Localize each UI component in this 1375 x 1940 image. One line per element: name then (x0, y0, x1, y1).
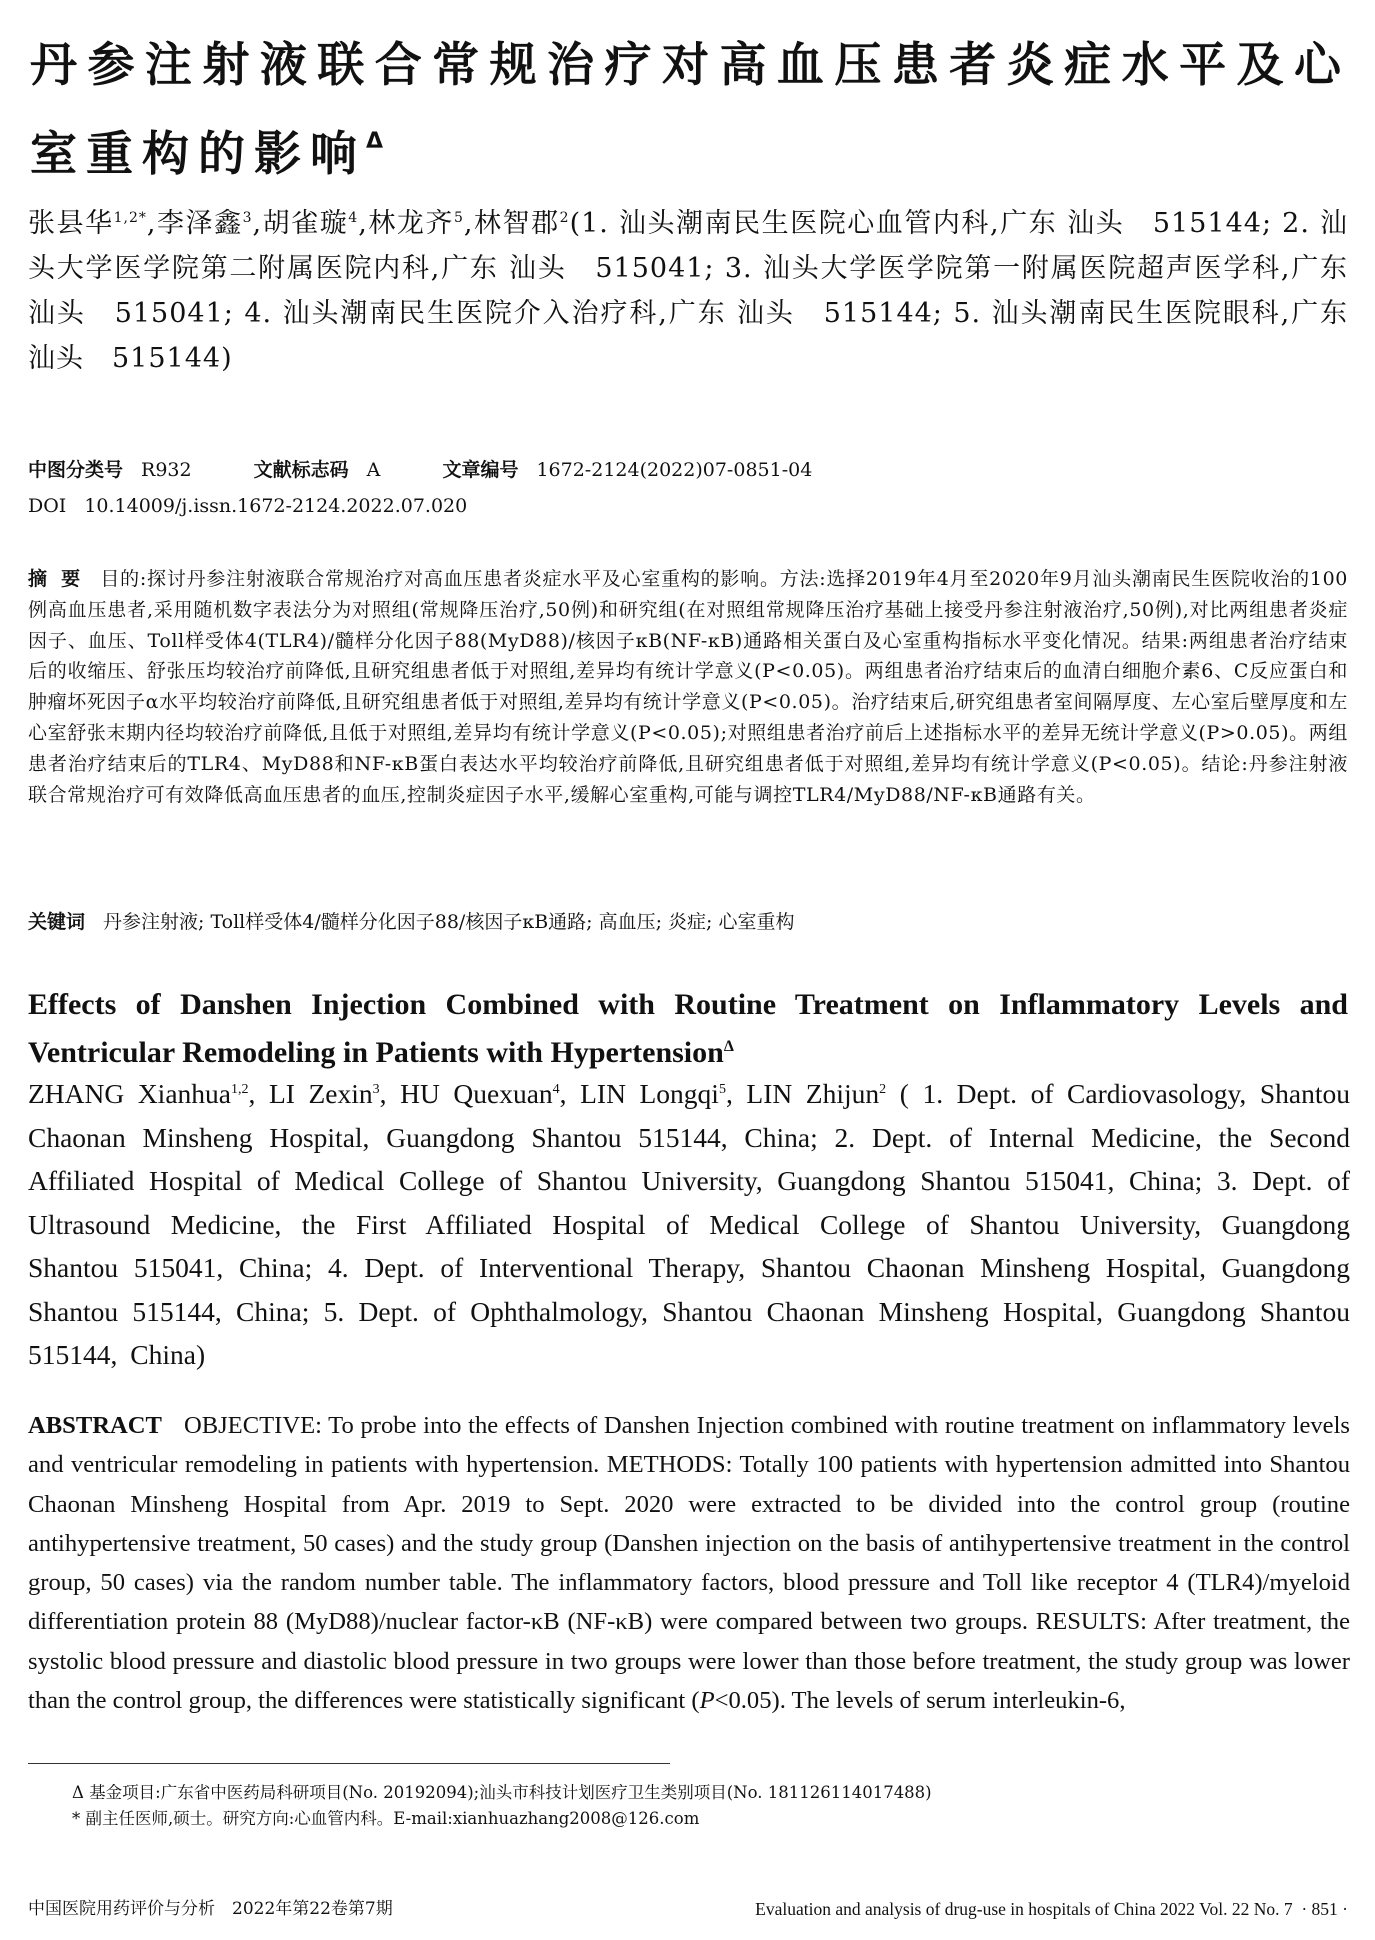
funding-mark: Δ (366, 129, 384, 154)
clc-number: 中图分类号 R932 (28, 459, 192, 481)
author-name: LI Zexin (268, 1078, 373, 1110)
author-name: 林智郡 (473, 208, 560, 239)
author-affiliation: 2 (879, 1082, 887, 1097)
author-name: LIN Longqi (580, 1078, 719, 1110)
english-affiliations: ( 1. Dept. of Cardiovasology, Shantou Chaonan Minsheng Hospital, Guangdong Shantou 515144, China; 2. Dept. of Internal Medicine, the Second Affiliated Hospital of Medical College of Shantou University, Guangdong Shantou 515041, China; 3. Dept. of Ultrasound Medicine, the First Affiliated Hospital of Medical College of Shantou University, Guangdong Shantou 515041, China; 4. Dept. of Interventional Therapy, Shantou Chaonan Minsheng Hospital, Guangdong Shantou 515144, China; 5. Dept. of Ophthalmology, Shantou Chaonan Minsheng Hospital, Guangdong Shantou 515144, China) (28, 1078, 1350, 1371)
author-affiliation: 3 (372, 1082, 380, 1097)
journal-name-en: Evaluation and analysis of drug-use in hospitals of China 2022 Vol. 22 No. 7 · 851 · (755, 1899, 1348, 1919)
chinese-authors: 张县华$^{1,2*}$,李泽鑫$^3$,胡雀璇$^4$,林龙齐$^5$,林智郡$^2$(1. 汕头潮南民生医院心血管内科,广东 汕头 515144; 2. 汕头大学医学院第二附属医院内科,广东 汕头 515041; 3. 汕头大学医学院第一附属医院超声医学科,广东 汕头 515041; 4. 汕头潮南民生医院介入治疗科,广东 汕头 515144; 5. 汕头潮南民生医院眼科,广东 汕头 515144) (28, 208, 1349, 374)
chinese-title-text: 丹参注射液联合常规治疗对高血压患者炎症水平及心室重构的影响 (30, 38, 1350, 182)
author-name: 胡雀璇 (262, 208, 349, 239)
author-name: 林龙齐 (367, 208, 454, 239)
chinese-abstract-text: 目的:探讨丹参注射液联合常规治疗对高血压患者炎症水平及心室重构的影响。方法:选择2019年4月至2020年9月汕头潮南民生医院收治的100例高血压患者,采用随机数字表法分为对照组(常规降压治疗,50例)和研究组(在对照组常规降压治疗基础上接受丹参注射液治疗,50例),对比两组患者炎症因子、血压、Toll样受体4(TLR4)/髓样分化因子88(MyD88)/核因子κB(NF-κB)通路相关蛋白及心室重构指标水平变化情况。结果:两组患者治疗结束后的收缩压、舒张压均较治疗前降低,且研究组患者低于对照组,差异均有统计学意义(P<0.05)。两组患者治疗结束后的血清白细胞介素6、C反应蛋白和肿瘤坏死因子α水平均较治疗前降低,且研究组患者低于对照组,差异均有统计学意义(P<0.05)。治疗结束后,研究组患者室间隔厚度、左心室后壁厚度和左心室舒张末期内径均较治疗前降低,且低于对照组,差异均有统计学意义(P<0.05);对照组患者治疗前后上述指标水平的差异无统计学意义(P>0.05)。两组患者治疗结束后的TLR4、MyD88和NF-κB蛋白表达水平均较治疗前降低,且研究组患者低于对照组,差异均有统计学意义(P<0.05)。结论:丹参注射液联合常规治疗可有效降低高血压患者的血压,控制炎症因子水平,缓解心室重构,可能与调控TLR4/MyD88/NF-κB通路有关。 (28, 568, 1348, 806)
author-affiliation: 1,2 (230, 1082, 249, 1097)
author-name: 李泽鑫 (156, 208, 243, 239)
author-name: LIN Zhijun (746, 1078, 880, 1110)
funding-mark: Δ (723, 1038, 734, 1055)
english-title-text: Effects of Danshen Injection Combined with Routine Treatment on Inflammatory Levels and Ventricular Remodeling in Patients with Hypertension (28, 988, 1348, 1069)
chinese-affiliations: (1. 汕头潮南民生医院心血管内科,广东 汕头 515144; 2. 汕头大学医学院第二附属医院内科,广东 汕头 515041; 3. 汕头大学医学院第一附属医院超声医学科,广东 汕头 515041; 4. 汕头潮南民生医院介入治疗科,广东 汕头 515144; 5. 汕头潮南民生医院眼科,广东 汕头 515144) (28, 208, 1349, 374)
keywords-label: 关键词 (28, 911, 86, 933)
author-affiliation: 4 (348, 210, 359, 226)
article-metadata (28, 452, 1348, 524)
chinese-title (30, 28, 1350, 193)
author-name: ZHANG Xianhua (28, 1078, 231, 1110)
funding-footnote: Δ 基金项目:广东省中医药局科研项目(No. 20192094);汕头市科技计划医疗卫生类别项目(No. 181126114017488) (72, 1783, 932, 1802)
chinese-abstract (28, 564, 1348, 810)
chinese-keywords (28, 907, 1348, 937)
author-affiliation: 1,2* (113, 210, 147, 226)
english-abstract-label: ABSTRACT (28, 1412, 162, 1439)
page-number: · 851 · (1301, 1899, 1348, 1919)
english-abstract: ABSTRACT OBJECTIVE: To probe into the effects of Danshen Injection combined with routine treatment on inflammatory levels and ventricular remodeling in patients with hypertension. METHODS: Totally 100 patients with hypertension admitted into Shantou Chaonan Minsheng Hospital from Apr. 2019 to Sept. 2020 were extracted to be divided into the control group (routine antihypertensive treatment, 50 cases) and the study group (Danshen injection on the basis of antihypertensive treatment in the control group, 50 cases) via the random number table. The inflammatory factors, blood pressure and Toll like receptor 4 (TLR4)/myeloid differentiation protein 88 (MyD88)/nuclear factor-κB (NF-κB) were compared between two groups. RESULTS: After treatment, the systolic blood pressure and diastolic blood pressure in two groups were lower than those before treatment, the study group was lower than the control group, the differences were statistically significant (P<0.05). The levels of serum interleukin-6, (28, 1412, 1350, 1715)
doi-link[interactable]: 10.14009/j.issn.1672-2124.2022.07.020 (84, 495, 468, 517)
author-affiliation: 3 (242, 210, 253, 226)
author-name: HU Quexuan (400, 1078, 553, 1110)
author-affiliation: 5 (718, 1082, 726, 1097)
english-title (28, 984, 1348, 1074)
footnote-divider (28, 1763, 670, 1764)
author-affiliation: 4 (552, 1082, 560, 1097)
english-authors: ZHANG Xianhua$^{1,2}$, LI Zexin$^3$, HU Quexuan$^4$, LIN Longqi$^5$, LIN Zhijun$^2$ ( 1. Dept. of Cardiovasology, Shantou Chaonan Minsheng Hospital, Guangdong Shantou 515144, China; 2. Dept. of Internal Medicine, the Second Affiliated Hospital of Medical College of Shantou University, Guangdong Shantou 515041, China; 3. Dept. of Ultrasound Medicine, the First Affiliated Hospital of Medical College of Shantou University, Guangdong Shantou 515041, China; 4. Dept. of Interventional Therapy, Shantou Chaonan Minsheng Hospital, Guangdong Shantou 515144, China; 5. Dept. of Ophthalmology, Shantou Chaonan Minsheng Hospital, Guangdong Shantou 515144, China) (28, 1078, 1350, 1371)
author-affiliation: 2 (559, 210, 570, 226)
author-affiliation: 5 (453, 210, 464, 226)
doi: DOI 10.14009/j.issn.1672-2124.2022.07.020 (28, 495, 468, 517)
keywords-text: 丹参注射液; Toll样受体4/髓样分化因子88/核因子κB通路; 高血压; 炎症; 心室重构 (103, 911, 795, 933)
author-footnote: * 副主任医师,硕士。研究方向:心血管内科。E-mail:xianhuazhang2008@126.com (72, 1809, 700, 1828)
chinese-abstract-label: 摘要 (28, 568, 95, 590)
article-number: 文章编号 1672-2124(2022)07-0851-04 (442, 459, 813, 481)
document-code: 文献标志码 A (253, 459, 381, 481)
journal-name-cn: 中国医院用药评价与分析 2022年第22卷第7期 (28, 1899, 393, 1919)
author-name: 张县华 (28, 208, 114, 239)
footnotes (72, 1780, 1322, 1832)
